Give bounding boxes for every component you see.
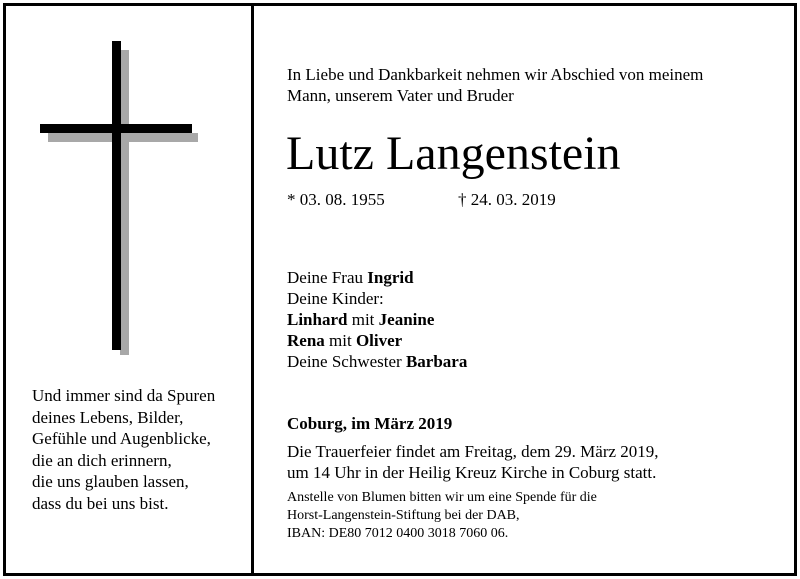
family-list [287,267,467,372]
donation-info [287,489,597,543]
intro-text [287,64,703,106]
child2-name: Rena [287,331,325,350]
cross-horizontal-beam [40,124,192,133]
ceremony-line: um 14 Uhr in der Heilig Kreuz Kirche in Coburg statt. [287,463,657,482]
family-wife-line [287,267,467,288]
death-date: † 24. 03. 2019 [458,190,556,209]
child2-partner: Oliver [355,331,403,350]
child2-with: mit [324,331,356,350]
cross-vertical-beam [112,41,121,350]
poem-line: deines Lebens, Bilder, [32,407,184,427]
poem-line: die uns glauben lassen, [32,472,189,491]
ceremony-info [287,441,659,483]
sister-label: Deine Schwester [287,352,406,371]
ceremony-line: Die Trauerfeier findet am Freitag, dem 29. März 2019, [287,442,659,461]
family-child1-line [287,309,467,330]
poem-line: die an dich erinnern, [32,450,172,470]
donation-line: Anstelle von Blumen bitten wir um eine Spende für die [287,490,597,505]
place-date: Coburg, im März 2019 [287,414,453,433]
column-divider [251,3,254,576]
poem-line: Und immer sind da Spuren [32,386,216,405]
child1-name: Linhard [287,310,348,329]
deceased-name: Lutz Langenstein [286,127,621,180]
donation-line: IBAN: DE80 7012 0400 3018 7060 06. [287,526,509,541]
intro-line: In Liebe und Dankbarkeit nehmen wir Abschied von meinem [287,65,704,84]
intro-line: Mann, unserem Vater und Bruder [287,86,514,105]
cross-shadow-vertical [120,50,129,355]
children-label: Deine Kinder: [287,289,384,308]
family-sister-line [287,351,467,372]
family-child2-line [287,330,467,351]
poem-line: dass du bei uns bist. [32,493,169,513]
cross-shadow-horizontal [48,133,198,142]
birth-date: * 03. 08. 1955 [287,190,385,209]
memorial-poem [32,385,247,514]
donation-line: Horst-Langenstein-Stiftung bei der DAB, [287,508,520,523]
poem-line: Gefühle und Augenblicke, [32,429,211,448]
wife-label: Deine Frau [287,268,368,287]
wife-name: Ingrid [367,268,414,287]
sister-name: Barbara [405,352,468,371]
child1-with: mit [347,310,379,329]
child1-partner: Jeanine [378,310,435,329]
